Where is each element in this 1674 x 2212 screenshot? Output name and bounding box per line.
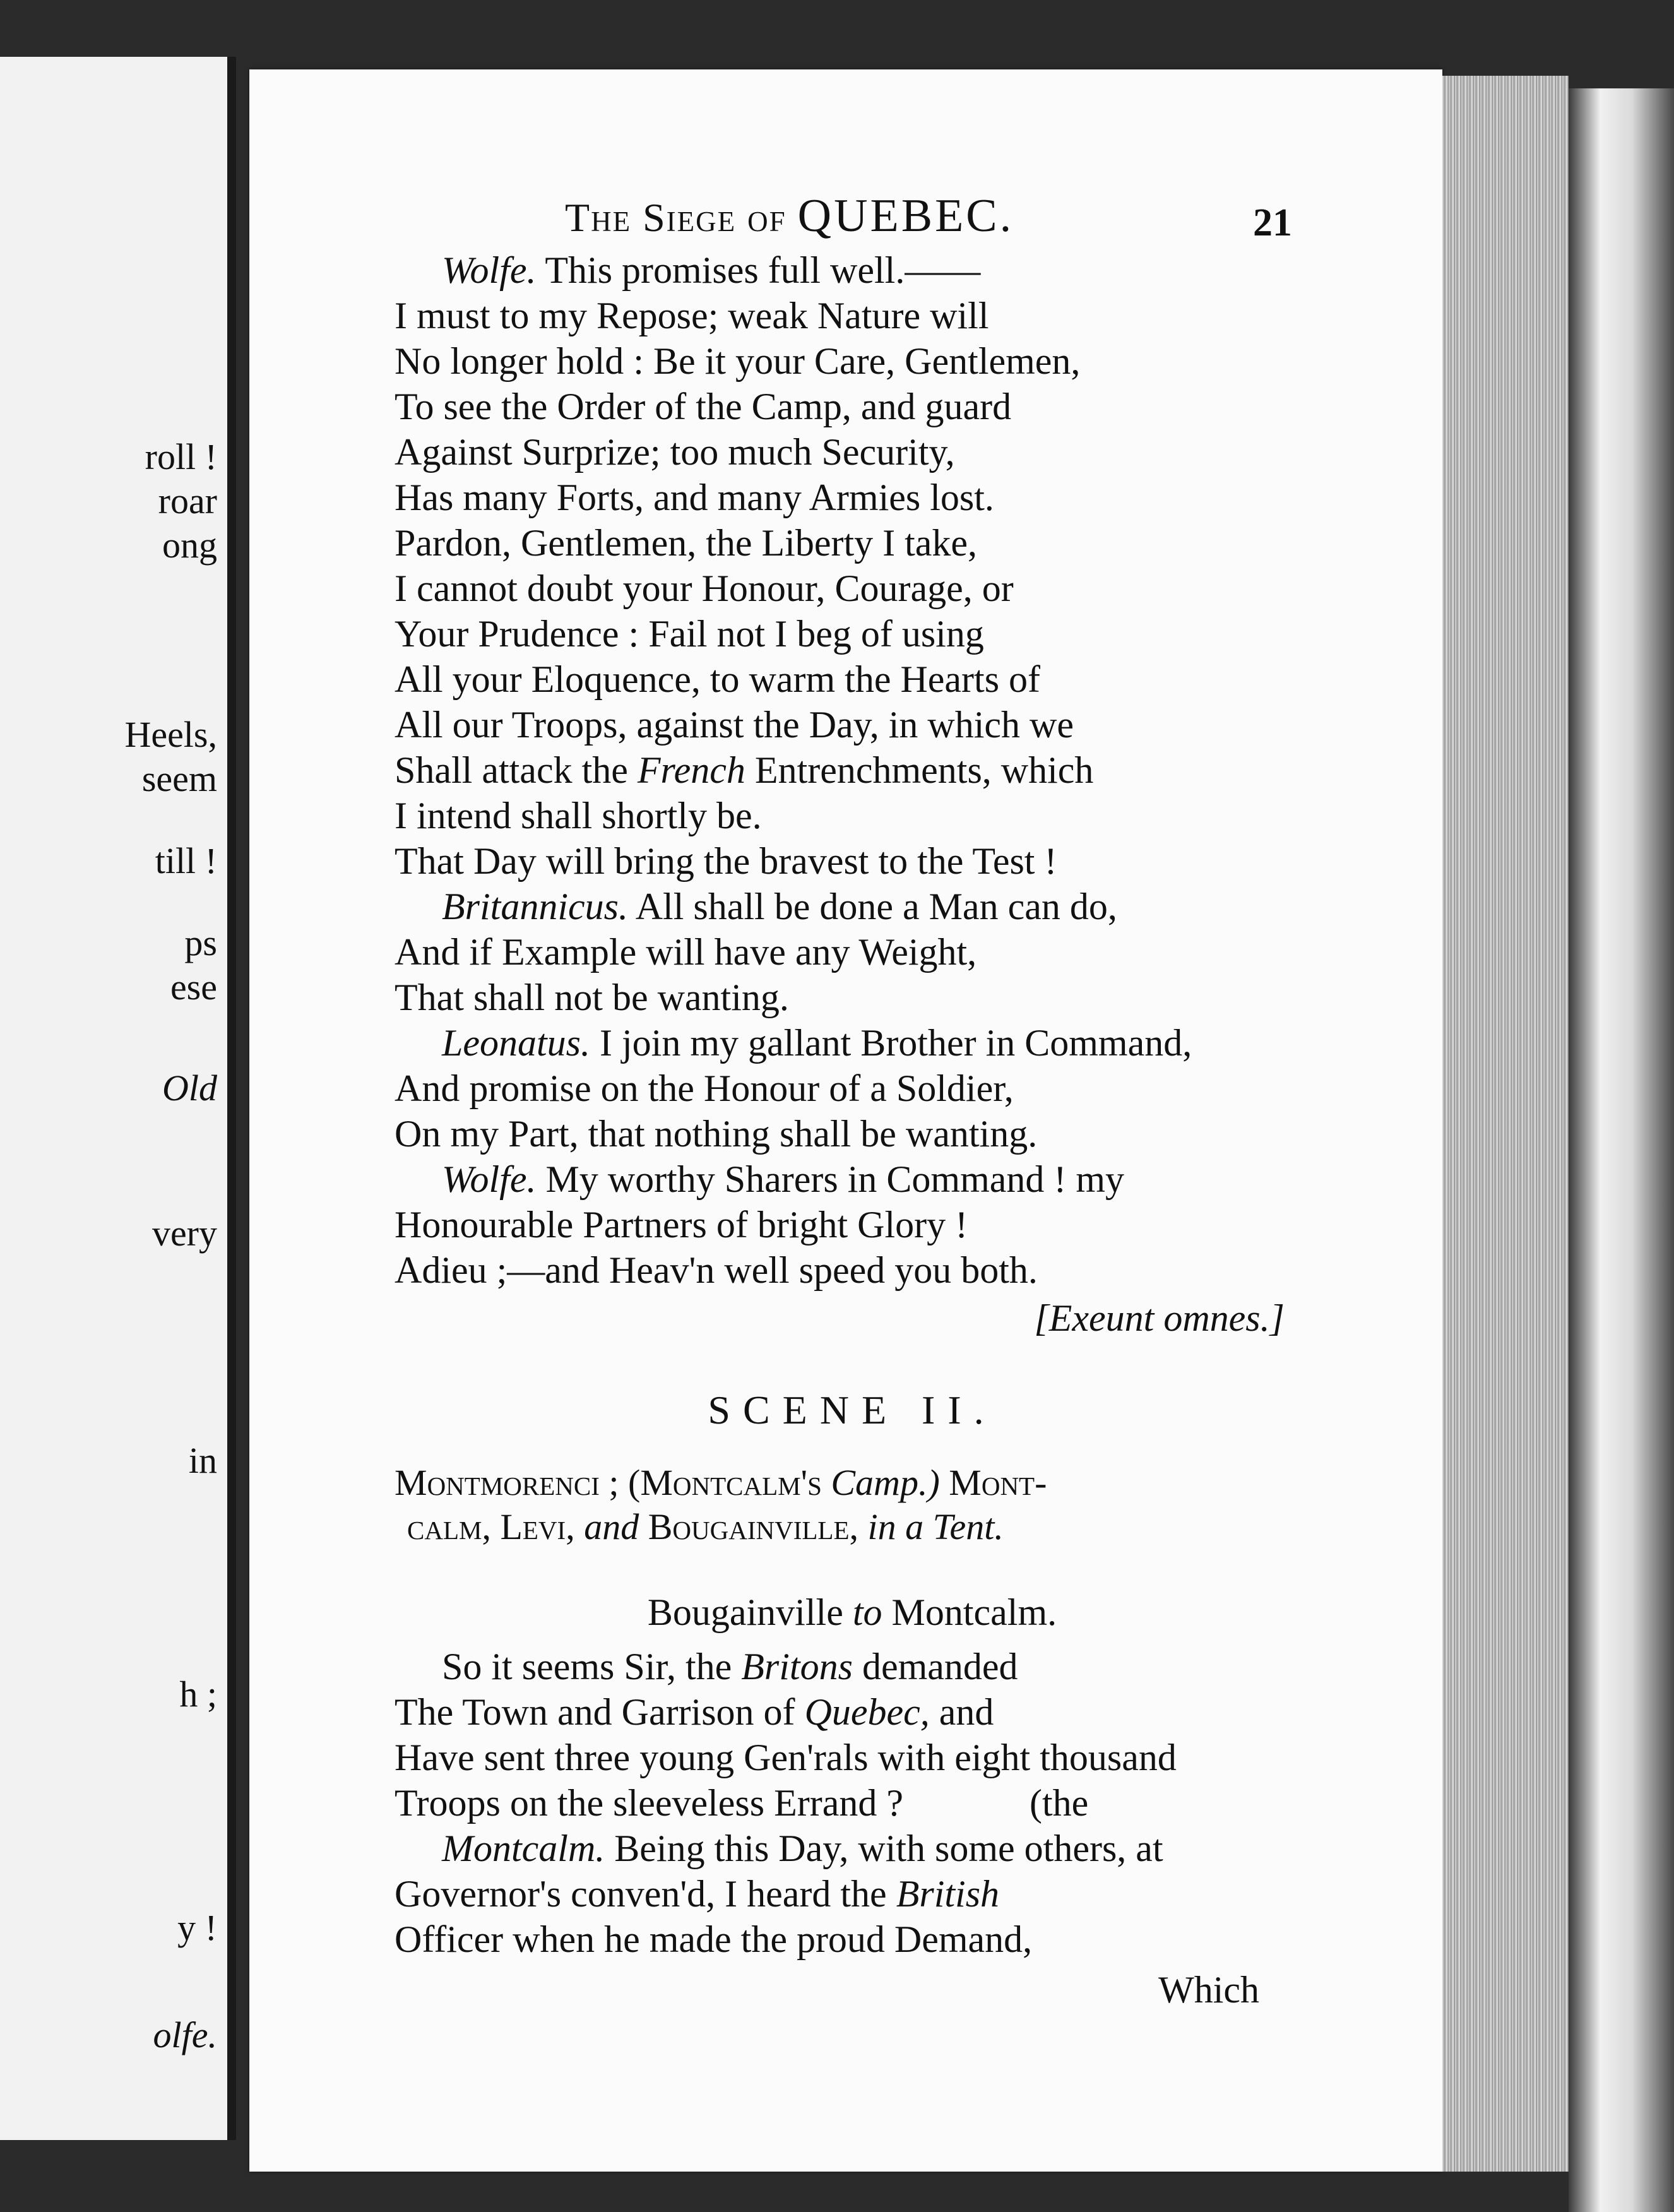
verse-fragment-italic: French	[637, 749, 745, 791]
scene-setting-line	[395, 1461, 1310, 1505]
setting-fragment-italic: in a Tent.	[867, 1506, 1004, 1547]
verse-line: Adieu ;—and Heav'n well speed you both.	[395, 1249, 1038, 1291]
verse-line	[395, 747, 1310, 793]
book-spine	[1569, 88, 1674, 2212]
stage-direction-exit: [Exeunt omnes.]	[1034, 1297, 1285, 1339]
verse-line: Honourable Partners of bright Glory !	[395, 1204, 968, 1246]
speech-text: This promises full well.——	[545, 249, 981, 291]
verse-line: No longer hold : Be it your Care, Gentlemen,	[395, 340, 1081, 382]
verse-fragment: (the	[1029, 1782, 1089, 1824]
verse-line: I must to my Repose; weak Nature will	[395, 295, 989, 336]
speech-text: All shall be done a Man can do,	[635, 886, 1117, 927]
speech-line	[395, 1826, 1310, 1871]
speech-line	[395, 1020, 1310, 1066]
setting-fragment: calm, Levi,	[407, 1506, 575, 1547]
verse-fragment: Shall attack the	[395, 749, 628, 791]
speech-line	[395, 247, 1310, 293]
catchword: Which	[1158, 1969, 1259, 2011]
setting-fragment-italic: and	[584, 1506, 639, 1547]
left-fragment: roll !	[145, 436, 217, 477]
left-fragment: y !	[177, 1907, 217, 1948]
verse-line: And promise on the Honour of a Soldier,	[395, 1067, 1014, 1109]
verse-fragment: Governor's conven'd, I heard the	[395, 1873, 887, 1915]
verse-line: Have sent three young Gen'rals with eight thousand	[395, 1737, 1177, 1778]
verse-line	[395, 1780, 1310, 1826]
verse-line: That Day will bring the bravest to the Test !	[395, 840, 1057, 882]
verse-fragment-italic: Britons	[741, 1646, 853, 1687]
address-heading	[395, 1587, 1310, 1638]
setting-fragment-italic: Camp.)	[831, 1462, 940, 1503]
left-fragment: Heels,	[124, 714, 217, 755]
verse-line: On my Part, that nothing shall be wanting.	[395, 1113, 1038, 1155]
speech-text: Being this Day, with some others, at	[614, 1828, 1163, 1869]
verse-line: Against Surprize; too much Security,	[395, 431, 955, 473]
verse-line: Has many Forts, and many Armies lost.	[395, 477, 994, 518]
left-fragment: olfe.	[153, 2014, 217, 2055]
verse-line: All your Eloquence, to warm the Hearts of	[395, 658, 1041, 700]
verse-line: Officer when he made the proud Demand,	[395, 1918, 1033, 1960]
verse-line: I cannot doubt your Honour, Courage, or	[395, 568, 1014, 609]
verse-fragment: The Town and Garrison of	[395, 1691, 795, 1733]
left-fragment: roar	[158, 480, 217, 521]
facing-left-page	[0, 57, 236, 2140]
verse-line	[395, 1644, 1310, 1689]
verse-line	[395, 1689, 1310, 1735]
left-fragment: h ;	[179, 1674, 217, 1715]
speech-text: My worthy Sharers in Command ! my	[545, 1158, 1125, 1200]
page-text	[395, 247, 1310, 2013]
verse-line: All our Troops, against the Day, in which we	[395, 704, 1074, 746]
left-fragment: in	[188, 1440, 217, 1481]
speech-line	[395, 884, 1310, 929]
verse-line: And if Example will have any Weight,	[395, 931, 977, 973]
speech-line	[395, 1157, 1310, 1202]
verse-fragment-italic: British	[896, 1873, 1000, 1915]
speech-text: I join my gallant Brother in Command,	[600, 1022, 1192, 1064]
verse-fragment: So it seems Sir, the	[442, 1646, 732, 1687]
setting-fragment: Bougainville,	[648, 1506, 858, 1547]
verse-line	[395, 1871, 1310, 1917]
running-head	[565, 189, 1014, 243]
verse-line: That shall not be wanting.	[395, 977, 789, 1018]
address-to: to	[852, 1591, 882, 1633]
verse-line: Your Prudence : Fail not I beg of using	[395, 613, 984, 655]
verse-fragment: Troops on the sleeveless Errand ?	[395, 1782, 903, 1824]
address-listener: Montcalm.	[891, 1591, 1057, 1633]
speaker-name: Leonatus.	[442, 1022, 591, 1064]
speaker-name: Montcalm.	[442, 1828, 605, 1869]
speaker-name: Britannicus.	[442, 886, 628, 927]
speaker-name: Wolfe.	[442, 249, 537, 291]
scene-heading: SCENE II.	[708, 1388, 997, 1432]
setting-fragment: Mont-	[949, 1462, 1047, 1503]
scene-setting-line	[395, 1505, 1310, 1549]
page-edges	[1442, 76, 1569, 2172]
speaker-name: Wolfe.	[442, 1158, 537, 1200]
verse-fragment: demanded	[862, 1646, 1018, 1687]
setting-fragment: Montmorenci ; (Montcalm's	[395, 1462, 822, 1503]
left-fragment: Old	[162, 1067, 217, 1109]
left-fragment: till !	[155, 840, 217, 881]
left-fragment: ps	[184, 922, 217, 963]
verse-fragment-italic: Quebec,	[804, 1691, 930, 1733]
verse-line: I intend shall shortly be.	[395, 795, 762, 836]
verse-fragment: and	[939, 1691, 994, 1733]
running-head-title: QUEBEC.	[797, 190, 1014, 242]
running-head-prefix: The Siege of	[565, 195, 787, 240]
left-fragment: ese	[170, 966, 217, 1008]
address-speaker: Bougainville	[647, 1591, 843, 1633]
left-fragment: very	[151, 1213, 217, 1254]
verse-line: Pardon, Gentlemen, the Liberty I take,	[395, 522, 978, 564]
page-number: 21	[1253, 201, 1292, 244]
left-fragment: ong	[162, 525, 217, 566]
left-fragment: seem	[141, 758, 217, 799]
verse-fragment: Entrenchments, which	[754, 749, 1094, 791]
verse-line: To see the Order of the Camp, and guard	[395, 386, 1012, 427]
